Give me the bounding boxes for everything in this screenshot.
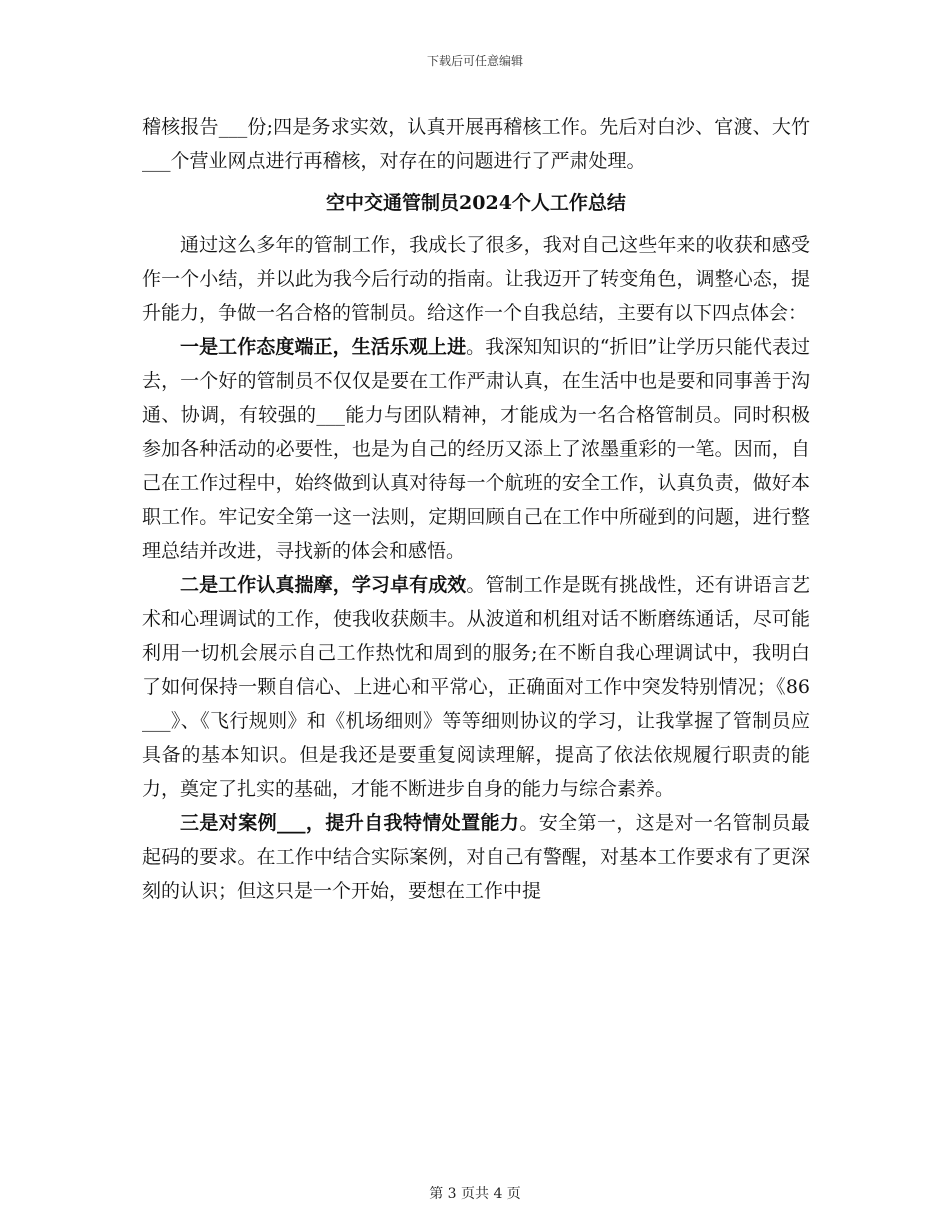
- continuation-paragraph: 稽核报告___份;四是务求实效，认真开展再稽核工作。先后对白沙、官渡、大竹___个营业网点进行再稽核，对存在的问题进行了严肃处理。: [142, 116, 810, 172]
- point-paragraph-2: [142, 568, 810, 806]
- document-title: 空中交通管制员2024个人工作总结: [326, 192, 626, 214]
- point-body-1: 。我深知知识的“折旧”让学历只能代表过去，一个好的管制员不仅仅是要在工作严肃认真，在生活中也是要和同事善于沟通、协调，有较强的___能力与团队精神，才能成为一名合格管制员。同时积极参加各种活动的必要性，也是为自己的经历又添上了浓墨重彩的一笔。因而，自己在工作过程中，始终做到认真对待每一个航班的安全工作，认真负责，做好本职工作。牢记安全第一这一法则，定期回顾自己在工作中所碰到的问题，进行整理总结并改进，寻找新的体会和感悟。: [142, 336, 810, 562]
- document-body: [142, 110, 810, 908]
- page-header: 下载后可任意编辑: [426, 54, 523, 68]
- point-paragraph-3: [142, 806, 810, 908]
- point-heading-3: 三是对案例___，提升自我特情处置能力: [180, 812, 520, 834]
- point-body-2: 。管制工作是既有挑战性，还有讲语言艺术和心理调试的工作，使我收获颇丰。从波道和机组对话不断磨练通话，尽可能利用一切机会展示自己工作热忱和周到的服务;在不断自我心理调试中，我明白了如何保持一颗自信心、上进心和平常心，正确面对工作中突发特别情况；《86___》、《飞行规则》和《机场细则》等等细则协议的学习，让我掌握了管制员应具备的基本知识。但是我还是要重复阅读理解，提高了依法依规履行职责的能力，奠定了扎实的基础，才能不断进步自身的能力与综合素养。: [142, 574, 810, 800]
- page-footer: 第 3 页共 4 页: [429, 1186, 521, 1202]
- intro-paragraph: 通过这么多年的管制工作，我成长了很多，我对自己这些年来的收获和感受作一个小结，并以此为我今后行动的指南。让我迈开了转变角色，调整心态，提升能力，争做一名合格的管制员。给这作一个自我总结，主要有以下四点体会：: [142, 234, 810, 324]
- point-paragraph-1: [142, 330, 810, 568]
- point-body-3: 。安全第一，这是对一名管制员最起码的要求。在工作中结合实际案例，对自己有警醒，对基本工作要求有了更深刻的认识；但这只是一个开始，要想在工作中提: [142, 812, 810, 902]
- point-heading-2: 二是工作认真揣摩，学习卓有成效: [180, 574, 467, 596]
- point-heading-1: 一是工作态度端正，生活乐观上进: [180, 336, 467, 358]
